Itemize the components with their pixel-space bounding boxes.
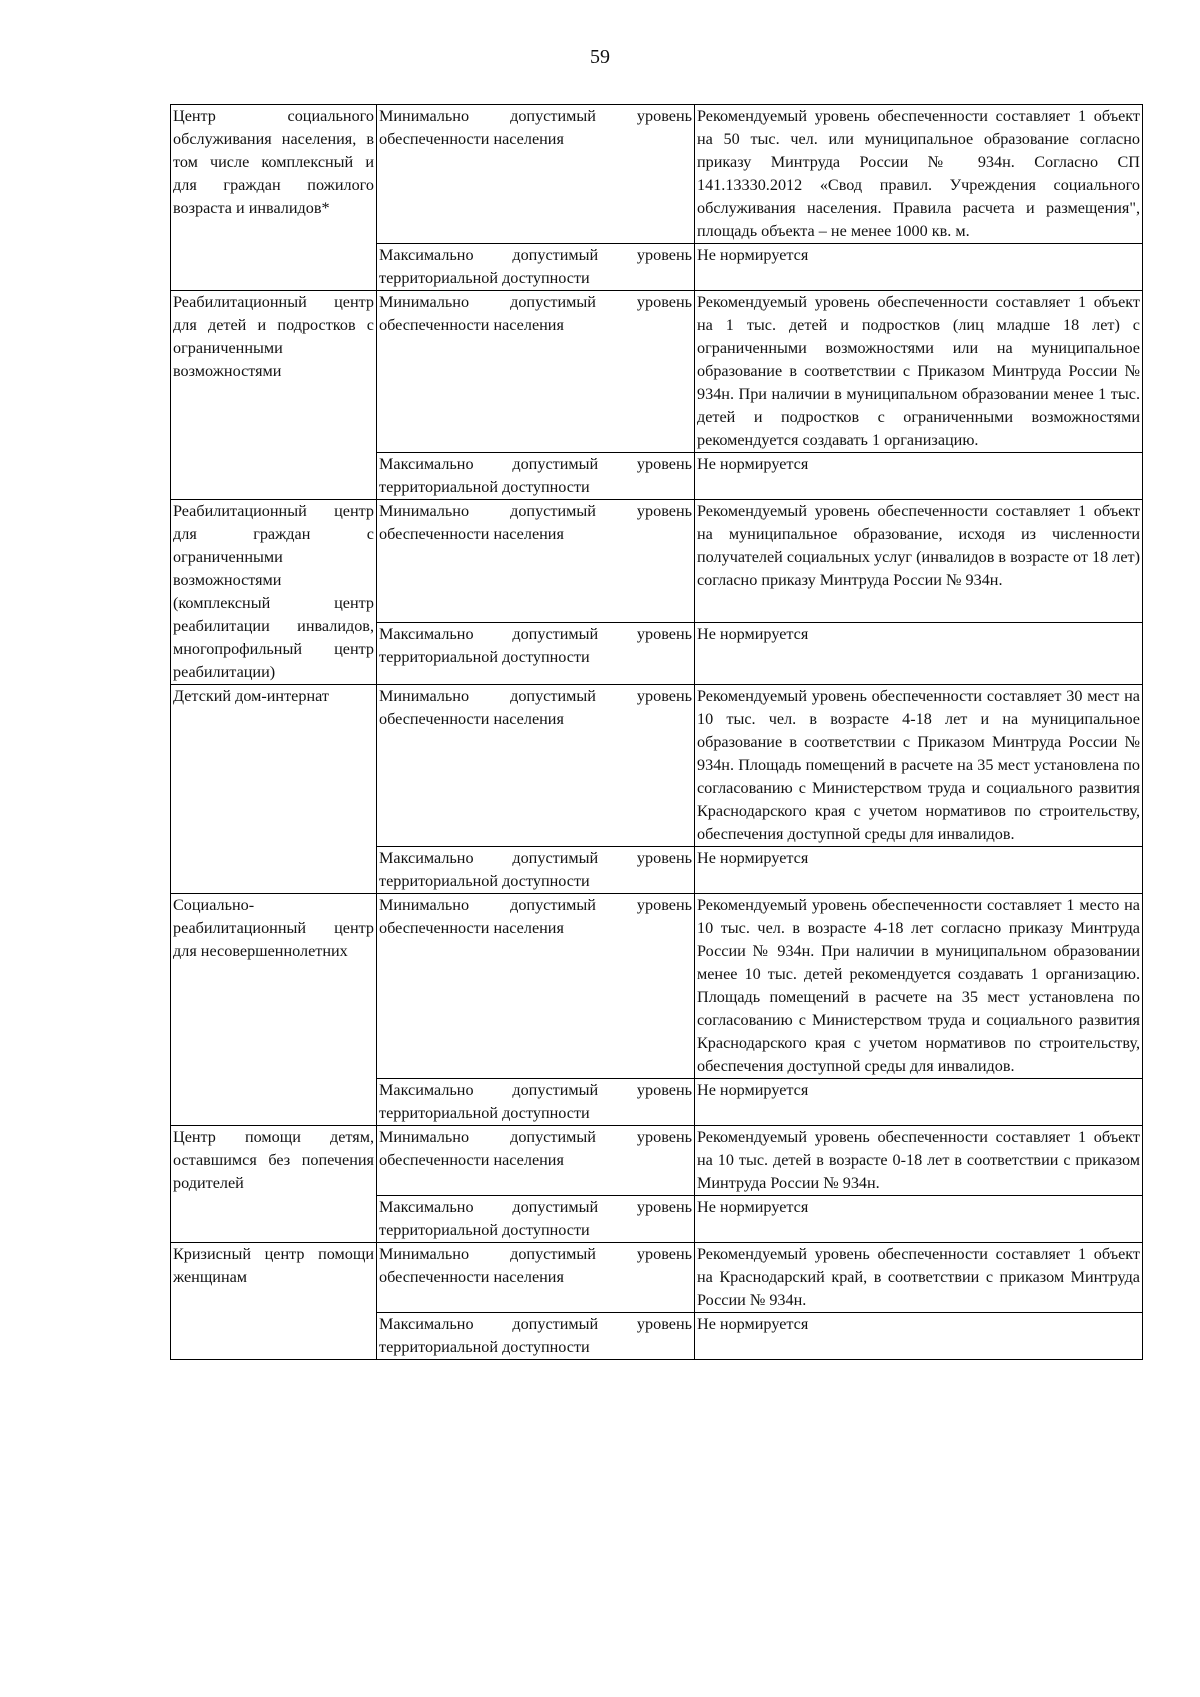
min-provision-label-cell: Минимально допустимый уровень обеспеченности населения xyxy=(377,1243,695,1313)
facility-name-cell: Социально-реабилитационный центр для несовершеннолетних xyxy=(171,894,377,1126)
page-number: 59 xyxy=(590,46,610,68)
min-provision-value-cell: Рекомендуемый уровень обеспеченности составляет 1 объект на 1 тыс. детей и подростков (лиц младше 18 лет) с ограниченными возможностями или на муниципальное образование в соответствии с Приказом Минтруда России № 934н. При наличии в муниципальном образовании менее 1 тыс. детей и подростков с ограниченными возможностями рекомендуется создавать 1 организацию. xyxy=(695,291,1143,453)
min-provision-value-cell: Рекомендуемый уровень обеспеченности составляет 1 объект на 10 тыс. детей в возрасте 0-18 лет в соответствии с приказом Минтруда России № 934н. xyxy=(695,1126,1143,1196)
max-accessibility-label-cell: Максимально допустимый уровень территориальной доступности xyxy=(377,622,695,684)
max-accessibility-value-cell: Не нормируется xyxy=(695,1079,1143,1126)
table-row xyxy=(171,500,1143,623)
table-row xyxy=(171,685,1143,847)
facility-name-cell: Кризисный центр помощи женщинам xyxy=(171,1243,377,1360)
max-accessibility-label-cell: Максимально допустимый уровень территориальной доступности xyxy=(377,1079,695,1126)
table-row xyxy=(171,105,1143,244)
max-accessibility-value-cell: Не нормируется xyxy=(695,1313,1143,1360)
min-provision-label-cell: Минимально допустимый уровень обеспеченности населения xyxy=(377,500,695,623)
min-provision-value-cell: Рекомендуемый уровень обеспеченности составляет 1 объект на 50 тыс. чел. или муниципальное образование согласно приказу Минтруда России № 934н. Согласно СП 141.13330.2012 «Свод правил. Учреждения социального обслуживания населения. Правила расчета и размещения", площадь объекта – не менее 1000 кв. м. xyxy=(695,105,1143,244)
max-accessibility-value-cell: Не нормируется xyxy=(695,453,1143,500)
min-provision-value-cell: Рекомендуемый уровень обеспеченности составляет 1 объект на Краснодарский край, в соответствии с приказом Минтруда России № 934н. xyxy=(695,1243,1143,1313)
max-accessibility-value-cell: Не нормируется xyxy=(695,1196,1143,1243)
facility-name-cell: Детский дом-интернат xyxy=(171,685,377,894)
table-row xyxy=(171,1243,1143,1313)
max-accessibility-label-cell: Максимально допустимый уровень территориальной доступности xyxy=(377,1313,695,1360)
max-accessibility-value-cell: Не нормируется xyxy=(695,244,1143,291)
min-provision-label-cell: Минимально допустимый уровень обеспеченности населения xyxy=(377,1126,695,1196)
max-accessibility-label-cell: Максимально допустимый уровень территориальной доступности xyxy=(377,1196,695,1243)
table-row xyxy=(171,894,1143,1079)
standards-table xyxy=(170,104,1143,1360)
min-provision-value-cell: Рекомендуемый уровень обеспеченности составляет 1 объект на муниципальное образование, исходя из численности получателей социальных услуг (инвалидов в возрасте от 18 лет) согласно приказу Минтруда России № 934н. xyxy=(695,500,1143,623)
min-provision-value-cell: Рекомендуемый уровень обеспеченности составляет 30 мест на 10 тыс. чел. в возрасте 4-18 лет и на муниципальное образование в соответствии с Приказом Минтруда России № 934н. Площадь помещений в расчете на 35 мест установлена по согласованию с Министерством труда и социального развития Краснодарского края с учетом нормативов по строительству, обеспечения доступной среды для инвалидов. xyxy=(695,685,1143,847)
max-accessibility-label-cell: Максимально допустимый уровень территориальной доступности xyxy=(377,244,695,291)
max-accessibility-value-cell: Не нормируется xyxy=(695,847,1143,894)
facility-name-cell: Реабилитационный центр для граждан с ограниченными возможностями (комплексный центр реабилитации инвалидов, многопрофильный центр реабилитации) xyxy=(171,500,377,685)
min-provision-label-cell: Минимально допустимый уровень обеспеченности населения xyxy=(377,105,695,244)
max-accessibility-label-cell: Максимально допустимый уровень территориальной доступности xyxy=(377,453,695,500)
min-provision-value-cell: Рекомендуемый уровень обеспеченности составляет 1 место на 10 тыс. чел. в возрасте 4-18 лет согласно приказу Минтруда России № 934н. При наличии в муниципальном образовании менее 10 тыс. детей рекомендуется создавать 1 организацию. Площадь помещений в расчете на 35 мест установлена по согласованию с Министерством труда и социального развития Краснодарского края с учетом нормативов по строительству, обеспечения доступной среды для инвалидов. xyxy=(695,894,1143,1079)
facility-name-cell: Центр социального обслуживания населения, в том числе комплексный и для граждан пожилого возраста и инвалидов* xyxy=(171,105,377,291)
facility-name-cell: Реабилитационный центр для детей и подростков с ограниченными возможностями xyxy=(171,291,377,500)
standards-table-body xyxy=(171,105,1143,1360)
table-row xyxy=(171,1126,1143,1196)
table-row xyxy=(171,291,1143,453)
facility-name-cell: Центр помощи детям, оставшимся без попечения родителей xyxy=(171,1126,377,1243)
min-provision-label-cell: Минимально допустимый уровень обеспеченности населения xyxy=(377,291,695,453)
max-accessibility-value-cell: Не нормируется xyxy=(695,622,1143,684)
min-provision-label-cell: Минимально допустимый уровень обеспеченности населения xyxy=(377,894,695,1079)
max-accessibility-label-cell: Максимально допустимый уровень территориальной доступности xyxy=(377,847,695,894)
min-provision-label-cell: Минимально допустимый уровень обеспеченности населения xyxy=(377,685,695,847)
